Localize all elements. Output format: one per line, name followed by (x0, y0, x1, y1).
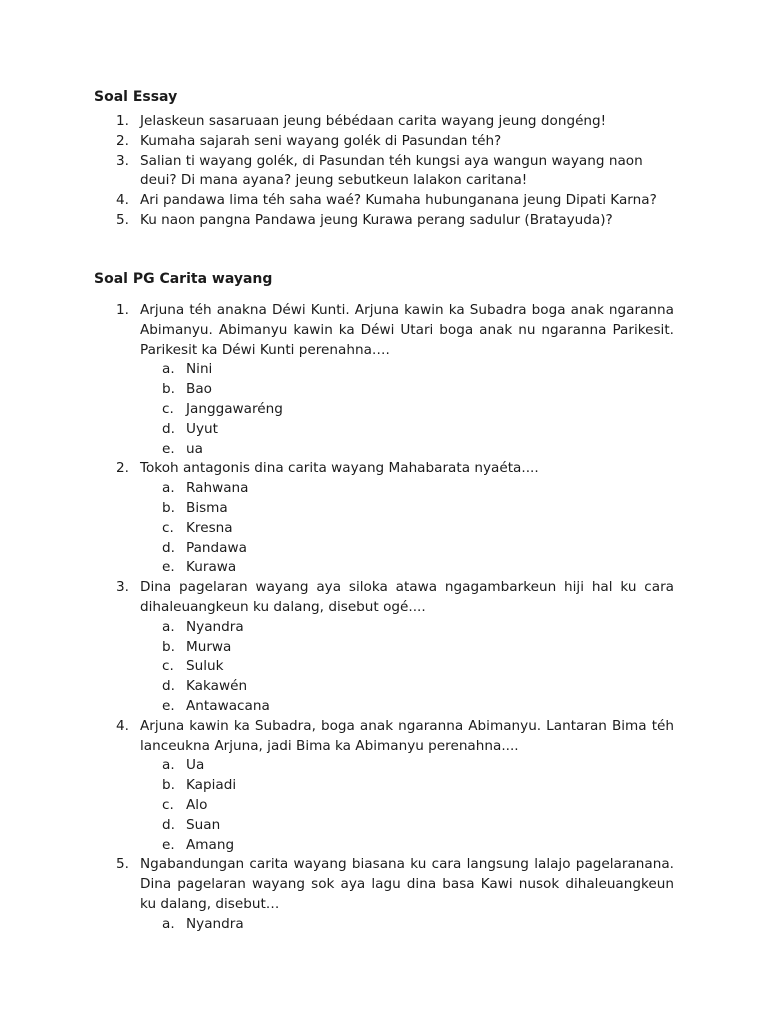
question-number: 3. (116, 579, 129, 596)
option-letter: d. (162, 678, 175, 695)
option-text: Nini (186, 361, 213, 378)
essay-section-heading: Soal Essay (94, 89, 178, 105)
answer-options (0, 915, 768, 935)
answer-option (0, 539, 768, 559)
option-letter: b. (162, 499, 175, 516)
option-text: Amang (186, 836, 235, 853)
option-letter: d. (162, 816, 175, 833)
answer-option (0, 360, 768, 380)
question-number: 1. (116, 302, 129, 318)
option-text: Alo (186, 796, 208, 813)
essay-question (0, 211, 768, 231)
essay-question-number: 4. (116, 192, 129, 209)
answer-option (0, 499, 768, 519)
option-letter: a. (162, 915, 175, 932)
essay-question (0, 152, 768, 192)
answer-options (0, 360, 768, 459)
answer-option (0, 479, 768, 499)
answer-option (0, 796, 768, 816)
option-text: Rahwana (186, 480, 249, 497)
essay-question-text: Jelaskeun sasaruaan jeung bébédaan carita wayang jeung dongéng! (140, 113, 607, 129)
answer-option (0, 657, 768, 677)
option-letter: e. (162, 559, 175, 576)
essay-question-text: Ku naon pangna Pandawa jeung Kurawa perang sadulur (Bratayuda)? (140, 211, 613, 228)
option-text: Suluk (186, 658, 224, 675)
option-text: Pandawa (186, 539, 247, 556)
question-stem: Tokoh antagonis dina carita wayang Mahabarata nyaéta.... (140, 460, 539, 477)
essay-question (0, 132, 768, 152)
answer-option (0, 836, 768, 856)
answer-options (0, 756, 768, 855)
option-text: Uyut (186, 420, 218, 437)
multiple-choice-question (0, 459, 768, 578)
answer-options (0, 479, 768, 578)
answer-option (0, 519, 768, 539)
question-stem: Ngabandungan carita wayang biasana ku cara langsung lalajo pagelaranana. Dina pagelaran wayang sok aya lagu dina basa Kawi nusok dihaleuangkeun ku dalang, disebut… (140, 856, 674, 912)
multiple-choice-question (0, 301, 768, 459)
essay-question-text: Ari pandawa lima téh saha waé? Kumaha hubunganana jeung Dipati Karna? (140, 192, 657, 209)
multiple-choice-section-heading: Soal PG Carita wayang (94, 271, 273, 287)
essay-question-list (0, 112, 768, 231)
option-text: ua (186, 440, 203, 457)
option-letter: b. (162, 777, 175, 794)
option-letter: c. (162, 519, 174, 536)
option-letter: a. (162, 618, 175, 635)
option-letter: e. (162, 440, 175, 457)
essay-question-number: 2. (116, 132, 129, 149)
question-stem: Arjuna téh anakna Déwi Kunti. Arjuna kawin ka Subadra boga anak ngaranna Abimanyu. Abimanyu kawin ka Déwi Utari boga anak nu ngaranna Parikesit. Parikesit ka Déwi Kunti perenahna…. (140, 302, 674, 358)
essay-question-number: 1. (116, 113, 129, 129)
option-letter: c. (162, 658, 174, 675)
question-number: 5. (116, 856, 129, 873)
option-text: Suan (186, 816, 221, 833)
option-text: Nyandra (186, 915, 244, 932)
multiple-choice-question (0, 717, 768, 856)
option-letter: b. (162, 638, 175, 655)
question-number: 2. (116, 460, 129, 477)
answer-option (0, 677, 768, 697)
option-text: Antawacana (186, 697, 270, 714)
option-letter: e. (162, 697, 175, 714)
multiple-choice-question (0, 855, 768, 934)
multiple-choice-question-list (0, 301, 768, 935)
option-letter: a. (162, 480, 175, 497)
answer-option (0, 776, 768, 796)
option-text: Janggawaréng (186, 400, 283, 417)
question-stem: Arjuna kawin ka Subadra, boga anak ngaranna Abimanyu. Lantaran Bima téh lanceukna Arjuna, jadi Bima ka Abimanyu perenahna.... (140, 717, 674, 754)
answer-option (0, 440, 768, 460)
option-text: Ua (186, 757, 205, 774)
option-letter: c. (162, 796, 174, 813)
option-letter: d. (162, 420, 175, 437)
question-stem: Dina pagelaran wayang aya siloka atawa ngagambarkeun hiji hal ku cara dihaleuangkeun ku dalang, disebut ogé.... (140, 579, 674, 615)
answer-options (0, 618, 768, 717)
answer-option (0, 558, 768, 578)
multiple-choice-question (0, 578, 768, 717)
option-text: Murwa (186, 638, 232, 655)
essay-question (0, 191, 768, 211)
essay-question-text: Salian ti wayang golék, di Pasundan téh kungsi aya wangun wayang naon deui? Di mana ayana? jeung sebutkeun lalakon caritana! (140, 152, 643, 189)
option-letter: a. (162, 361, 175, 378)
answer-option (0, 420, 768, 440)
answer-option (0, 380, 768, 400)
option-letter: c. (162, 400, 174, 417)
question-number: 4. (116, 717, 129, 734)
answer-option (0, 618, 768, 638)
option-letter: d. (162, 539, 175, 556)
option-text: Nyandra (186, 618, 244, 635)
option-text: Kapiadi (186, 777, 237, 794)
essay-question-text: Kumaha sajarah seni wayang golék di Pasundan téh? (140, 132, 502, 149)
answer-option (0, 915, 768, 935)
option-text: Bao (186, 381, 212, 398)
answer-option (0, 400, 768, 420)
option-letter: a. (162, 757, 175, 774)
option-text: Kresna (186, 519, 233, 536)
option-letter: e. (162, 836, 175, 853)
answer-option (0, 638, 768, 658)
option-letter: b. (162, 381, 175, 398)
answer-option (0, 697, 768, 717)
option-text: Kakawén (186, 678, 248, 695)
answer-option (0, 816, 768, 836)
essay-question-number: 5. (116, 211, 129, 228)
option-text: Kurawa (186, 559, 237, 576)
essay-question (0, 112, 768, 132)
essay-question-number: 3. (116, 152, 129, 169)
option-text: Bisma (186, 499, 228, 516)
answer-option (0, 756, 768, 776)
